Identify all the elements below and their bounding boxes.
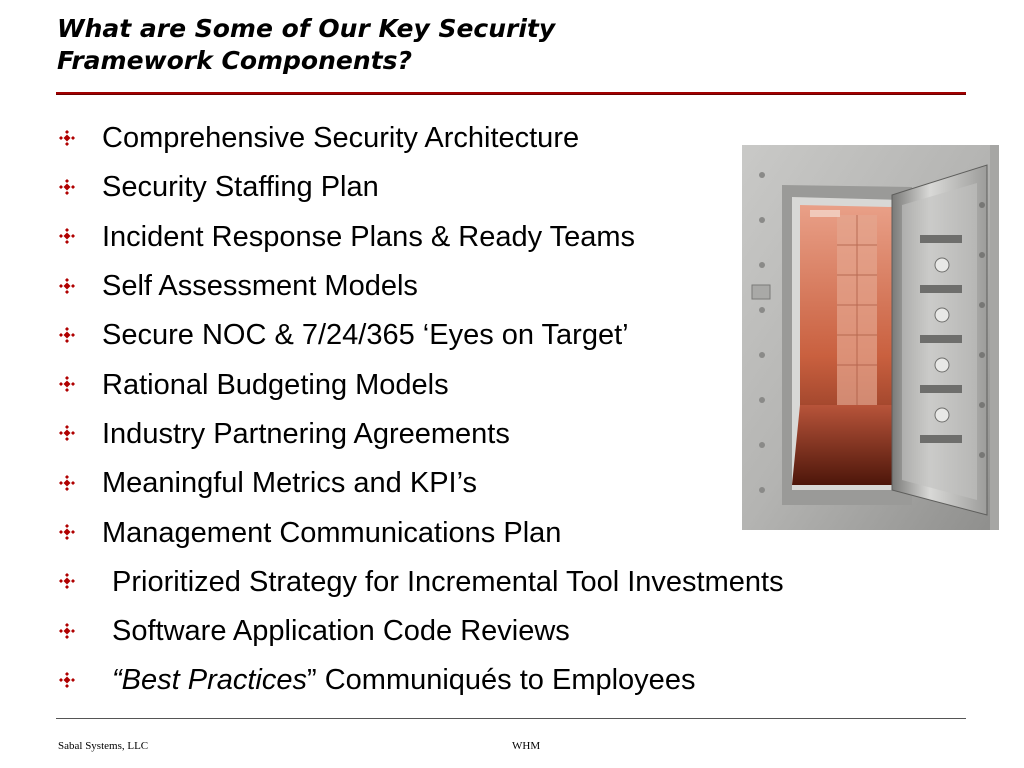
footer-company: Sabal Systems, LLC bbox=[58, 740, 149, 752]
bullet-item bbox=[58, 213, 784, 262]
bullet-item bbox=[58, 656, 784, 705]
bullet-text: Incident Response Plans & Ready Teams bbox=[102, 220, 636, 253]
diamond-bullet-icon bbox=[58, 671, 76, 689]
bullet-item bbox=[58, 311, 784, 360]
bullet-text bbox=[112, 664, 695, 697]
bullet-text: Industry Partnering Agreements bbox=[102, 417, 510, 450]
diamond-bullet-icon bbox=[58, 277, 76, 295]
bullet-list bbox=[58, 114, 784, 706]
diamond-bullet-icon bbox=[58, 178, 76, 196]
bank-vault-illustration bbox=[742, 145, 999, 530]
bullet-item bbox=[58, 114, 784, 163]
bullet-item bbox=[58, 163, 784, 212]
slide-title-line-2: Framework Components? bbox=[57, 46, 412, 75]
footer-divider bbox=[56, 718, 966, 719]
slide-title bbox=[57, 13, 555, 77]
diamond-bullet-icon bbox=[58, 523, 76, 541]
bullet-text-rest: ” Communiqués to Employees bbox=[307, 664, 696, 697]
diamond-bullet-icon bbox=[58, 227, 76, 245]
bullet-item bbox=[58, 262, 784, 311]
footer-author: WHM bbox=[512, 740, 541, 752]
bank-vault-image bbox=[742, 145, 999, 530]
diamond-bullet-icon bbox=[58, 424, 76, 442]
bullet-text: Secure NOC & 7/24/365 ‘Eyes on Target’ bbox=[102, 319, 629, 352]
bullet-text: Software Application Code Reviews bbox=[112, 615, 570, 648]
bullet-text-italic: “Best Practices bbox=[112, 664, 307, 697]
bullet-text: Security Staffing Plan bbox=[102, 171, 379, 204]
bullet-item bbox=[58, 459, 784, 508]
bullet-text: Rational Budgeting Models bbox=[102, 368, 449, 401]
title-divider bbox=[56, 92, 966, 95]
slide-title-line-1: What are Some of Our Key Security bbox=[57, 14, 556, 43]
bullet-text: Meaningful Metrics and KPI’s bbox=[102, 467, 478, 500]
diamond-bullet-icon bbox=[58, 474, 76, 492]
bullet-item bbox=[58, 607, 784, 656]
diamond-bullet-icon bbox=[58, 572, 76, 590]
diamond-bullet-icon bbox=[58, 375, 76, 393]
bullet-item bbox=[58, 558, 784, 607]
bullet-text: Comprehensive Security Architecture bbox=[102, 122, 580, 155]
diamond-bullet-icon bbox=[58, 129, 76, 147]
bullet-text: Self Assessment Models bbox=[102, 270, 418, 303]
diamond-bullet-icon bbox=[58, 326, 76, 344]
bullet-text: Management Communications Plan bbox=[102, 516, 562, 549]
bullet-item bbox=[58, 410, 784, 459]
bullet-item bbox=[58, 360, 784, 409]
diamond-bullet-icon bbox=[58, 622, 76, 640]
bullet-item bbox=[58, 508, 784, 557]
bullet-text: Prioritized Strategy for Incremental Tool Investments bbox=[112, 565, 784, 598]
